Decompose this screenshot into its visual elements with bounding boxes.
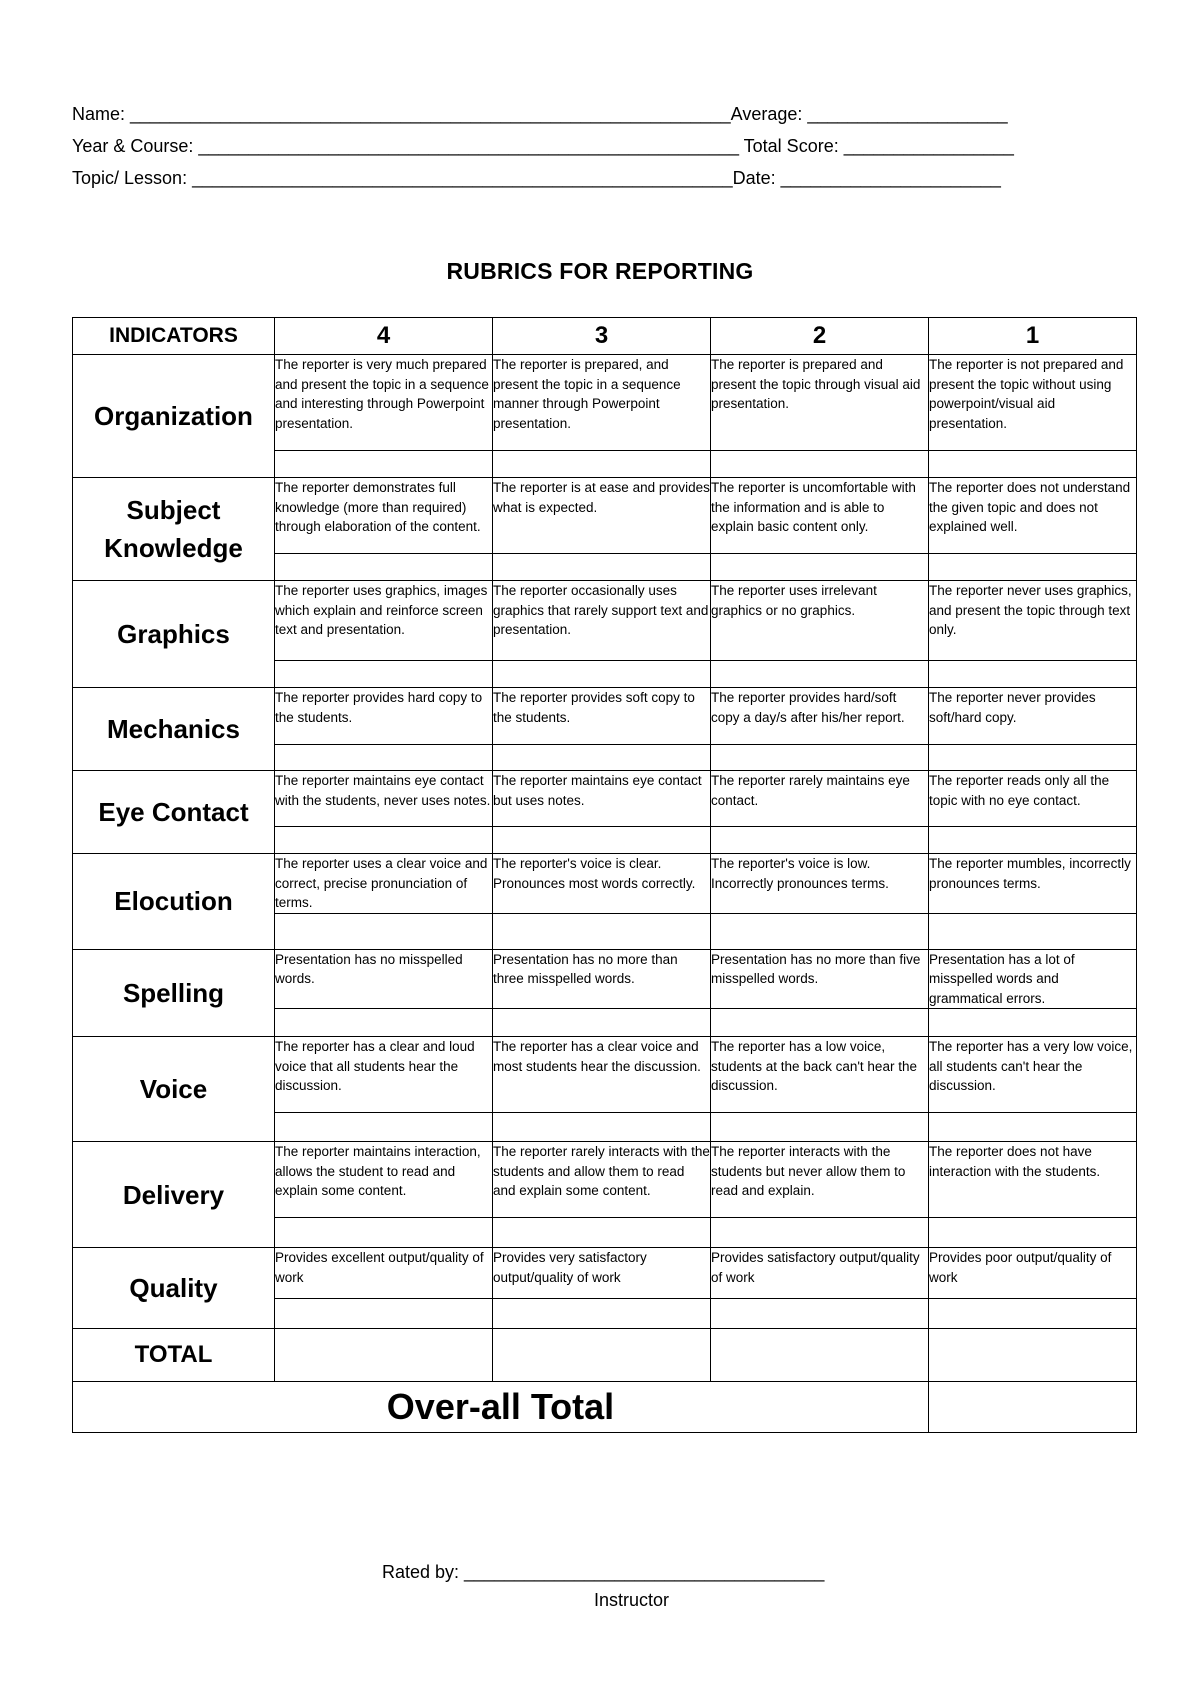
criterion-cell-level-2: The reporter provides hard/soft copy a day/s after his/her report.	[711, 688, 929, 745]
score-cell-level-3	[493, 745, 711, 771]
total-cell-3	[493, 1329, 711, 1382]
total-cell-1	[929, 1329, 1137, 1382]
score-cell-level-2	[711, 745, 929, 771]
topic-date-text: Topic/ Lesson: ______________________________________________________Date: ______________________	[72, 168, 1001, 188]
score-cell-level-2	[711, 1299, 929, 1329]
score-cell-level-2	[711, 451, 929, 478]
name-average-text: Name: ____________________________________________________________Average: ____________________	[72, 104, 1008, 124]
criterion-cell-level-4: The reporter has a clear and loud voice that all students hear the discussion.	[275, 1037, 493, 1113]
rubric-row	[73, 949, 1137, 1009]
criterion-cell-level-1: The reporter mumbles, incorrectly pronounces terms.	[929, 854, 1137, 914]
indicator-label: Organization	[73, 355, 275, 478]
criterion-cell-level-4: The reporter demonstrates full knowledge (more than required) through elaboration of the content.	[275, 478, 493, 554]
rubric-row	[73, 1248, 1137, 1299]
score-cell-level-1	[929, 827, 1137, 854]
name-average-line	[72, 98, 1136, 130]
score-cell-level-2	[711, 1009, 929, 1037]
rubric-row	[73, 688, 1137, 745]
rubric-table	[72, 317, 1137, 1433]
indicator-label: Eye Contact	[73, 771, 275, 854]
criterion-cell-level-4: Presentation has no misspelled words.	[275, 949, 493, 1009]
score-cell-level-1	[929, 1299, 1137, 1329]
criterion-cell-level-3: The reporter occasionally uses graphics that rarely support text and presentation.	[493, 581, 711, 661]
score-cell-level-3	[493, 451, 711, 478]
rubric-row	[73, 581, 1137, 661]
criterion-cell-level-4: The reporter uses a clear voice and correct, precise pronunciation of terms.	[275, 854, 493, 914]
criterion-cell-level-4: Provides excellent output/quality of work	[275, 1248, 493, 1299]
score-cell-level-4	[275, 554, 493, 581]
indicator-label: Spelling	[73, 949, 275, 1037]
score-cell-level-2	[711, 1113, 929, 1142]
score-cell-level-1	[929, 554, 1137, 581]
rubric-row	[73, 355, 1137, 451]
criterion-cell-level-1: The reporter is not prepared and present the topic without using powerpoint/visual aid presentation.	[929, 355, 1137, 451]
criterion-cell-level-1: Presentation has a lot of misspelled words and grammatical errors.	[929, 949, 1137, 1009]
criterion-cell-level-3: The reporter provides soft copy to the students.	[493, 688, 711, 745]
criterion-cell-level-1: The reporter reads only all the topic with no eye contact.	[929, 771, 1137, 827]
total-row	[73, 1329, 1137, 1382]
instructor-label: Instructor	[594, 1590, 670, 1610]
criterion-cell-level-4: The reporter uses graphics, images which explain and reinforce screen text and presentation.	[275, 581, 493, 661]
criterion-cell-level-1: The reporter never uses graphics, and present the topic through text only.	[929, 581, 1137, 661]
overall-total-label: Over-all Total	[73, 1382, 929, 1433]
score-cell-level-3	[493, 554, 711, 581]
criterion-cell-level-3: The reporter's voice is clear. Pronounces most words correctly.	[493, 854, 711, 914]
score-cell-level-3	[493, 661, 711, 688]
score-cell-level-2	[711, 554, 929, 581]
score-cell-level-4	[275, 1113, 493, 1142]
criterion-cell-level-3: The reporter has a clear voice and most students hear the discussion.	[493, 1037, 711, 1113]
score-cell-level-4	[275, 827, 493, 854]
criterion-cell-level-3: Presentation has no more than three misspelled words.	[493, 949, 711, 1009]
score-cell-level-3	[493, 1113, 711, 1142]
criterion-cell-level-2: Presentation has no more than five misspelled words.	[711, 949, 929, 1009]
score-cell-level-4	[275, 451, 493, 478]
criterion-cell-level-4: The reporter maintains eye contact with the students, never uses notes.	[275, 771, 493, 827]
criterion-cell-level-1: Provides poor output/quality of work	[929, 1248, 1137, 1299]
criterion-cell-level-1: The reporter never provides soft/hard copy.	[929, 688, 1137, 745]
overall-total-cell	[929, 1382, 1137, 1433]
score-cell-level-1	[929, 913, 1137, 949]
level-header-1: 1	[929, 318, 1137, 355]
rubric-row	[73, 478, 1137, 554]
criterion-cell-level-3: The reporter maintains eye contact but uses notes.	[493, 771, 711, 827]
level-header-2: 2	[711, 318, 929, 355]
total-label: TOTAL	[73, 1329, 275, 1382]
level-header-4: 4	[275, 318, 493, 355]
page-title: RUBRICS FOR REPORTING	[446, 258, 754, 284]
criterion-cell-level-2: The reporter is prepared and present the topic through visual aid presentation.	[711, 355, 929, 451]
indicator-label: Mechanics	[73, 688, 275, 771]
criterion-cell-level-2: The reporter uses irrelevant graphics or no graphics.	[711, 581, 929, 661]
indicator-label: Quality	[73, 1248, 275, 1329]
score-cell-level-3	[493, 913, 711, 949]
indicator-label: Subject Knowledge	[73, 478, 275, 581]
score-cell-level-1	[929, 1009, 1137, 1037]
overall-total-row	[73, 1382, 1137, 1433]
score-cell-level-4	[275, 913, 493, 949]
total-cell-2	[711, 1329, 929, 1382]
score-cell-level-2	[711, 1218, 929, 1248]
score-cell-level-4	[275, 745, 493, 771]
year-course-total-score-line	[72, 130, 1136, 162]
rubric-body	[73, 355, 1137, 1329]
criterion-cell-level-2: Provides satisfactory output/quality of work	[711, 1248, 929, 1299]
rubric-row	[73, 771, 1137, 827]
rated-by-line: Rated by: ____________________________________	[382, 1562, 825, 1582]
criterion-cell-level-2: The reporter is uncomfortable with the information and is able to explain basic content only.	[711, 478, 929, 554]
score-cell-level-2	[711, 827, 929, 854]
criterion-cell-level-3: The reporter is prepared, and present the topic in a sequence manner through Powerpoint presentation.	[493, 355, 711, 451]
topic-date-line	[72, 162, 1136, 194]
criterion-cell-level-4: The reporter maintains interaction, allows the student to read and explain some content.	[275, 1142, 493, 1218]
total-cell-4	[275, 1329, 493, 1382]
criterion-cell-level-4: The reporter provides hard copy to the students.	[275, 688, 493, 745]
criterion-cell-level-3: The reporter rarely interacts with the students and allow them to read and explain some content.	[493, 1142, 711, 1218]
indicators-header: INDICATORS	[73, 318, 275, 355]
indicator-label: Elocution	[73, 854, 275, 950]
criterion-cell-level-2: The reporter's voice is low. Incorrectly pronounces terms.	[711, 854, 929, 914]
rubric-row	[73, 854, 1137, 914]
header-fields	[72, 98, 1136, 194]
rubric-row	[73, 1037, 1137, 1113]
criterion-cell-level-2: The reporter has a low voice, students at the back can't hear the discussion.	[711, 1037, 929, 1113]
year-course-total-score-text: Year & Course: ______________________________________________________ Total Score: _________________	[72, 136, 1014, 156]
criterion-cell-level-2: The reporter interacts with the students but never allow them to read and explain.	[711, 1142, 929, 1218]
score-cell-level-1	[929, 661, 1137, 688]
indicator-label: Voice	[73, 1037, 275, 1142]
score-cell-level-4	[275, 1218, 493, 1248]
score-cell-level-1	[929, 745, 1137, 771]
criterion-cell-level-3: Provides very satisfactory output/quality of work	[493, 1248, 711, 1299]
score-cell-level-1	[929, 1113, 1137, 1142]
criterion-cell-level-1: The reporter does not understand the given topic and does not explained well.	[929, 478, 1137, 554]
criterion-cell-level-1: The reporter does not have interaction with the students.	[929, 1142, 1137, 1218]
score-cell-level-3	[493, 1218, 711, 1248]
score-cell-level-2	[711, 913, 929, 949]
score-cell-level-4	[275, 1299, 493, 1329]
criterion-cell-level-2: The reporter rarely maintains eye contact.	[711, 771, 929, 827]
indicator-label: Graphics	[73, 581, 275, 688]
score-cell-level-1	[929, 451, 1137, 478]
criterion-cell-level-1: The reporter has a very low voice, all students can't hear the discussion.	[929, 1037, 1137, 1113]
score-cell-level-3	[493, 1009, 711, 1037]
score-cell-level-4	[275, 661, 493, 688]
level-header-3: 3	[493, 318, 711, 355]
indicator-label: Delivery	[73, 1142, 275, 1248]
score-cell-level-2	[711, 661, 929, 688]
score-cell-level-3	[493, 827, 711, 854]
score-cell-level-1	[929, 1218, 1137, 1248]
criterion-cell-level-3: The reporter is at ease and provides what is expected.	[493, 478, 711, 554]
score-cell-level-3	[493, 1299, 711, 1329]
rubric-header-row	[73, 318, 1137, 355]
score-cell-level-4	[275, 1009, 493, 1037]
criterion-cell-level-4: The reporter is very much prepared and present the topic in a sequence and interesting through Powerpoint presentation.	[275, 355, 493, 451]
rubric-row	[73, 1142, 1137, 1218]
